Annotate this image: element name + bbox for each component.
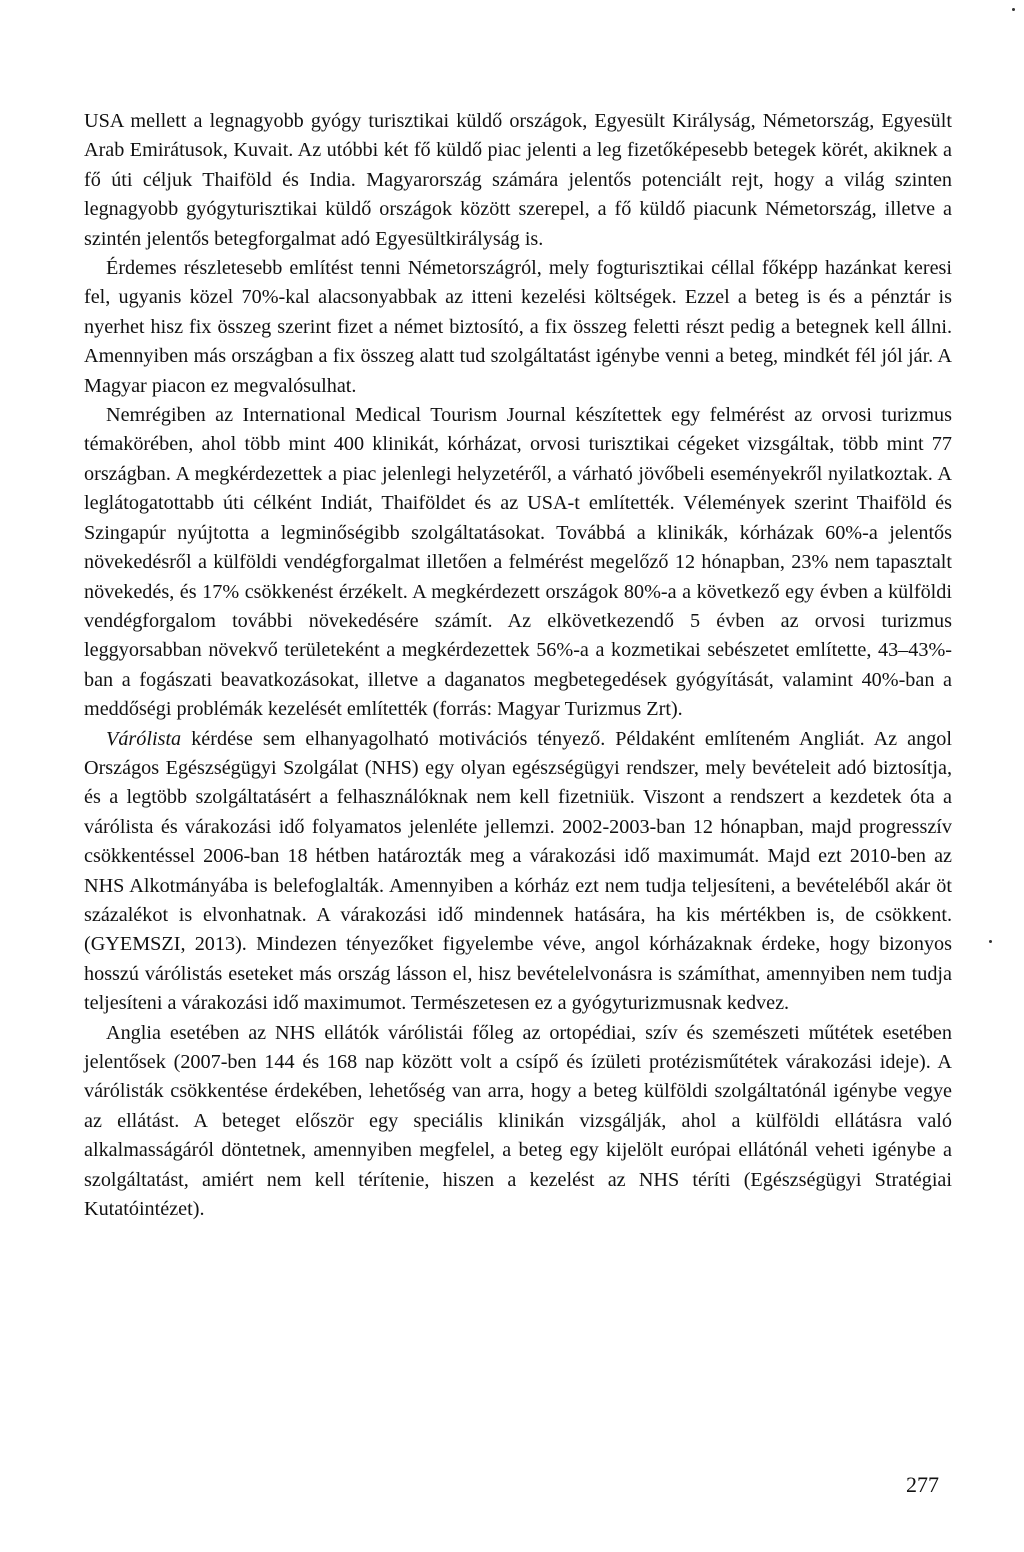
paragraph-1 — [84, 107, 952, 254]
scan-speck — [1012, 8, 1015, 11]
page-number: 277 — [906, 1472, 939, 1497]
scan-speck — [989, 940, 992, 943]
paragraph-2-text: Érdemes részletesebb említést tenni Németországról, mely fogturisztikai céllal főképp hazánkat keresi fel, ugyanis közel 70%-kal alacsonyabbak az itteni kezelési költségek. Ezzel a beteg is és a pénztár is nyerhet hisz fix összeg szerint fizet a német biztosító, a fix összeg feletti részt pedig a betegnek kell állni. Amennyiben más országban a fix összeg alatt tud szolgáltatást igénybe venni a beteg, mindkét fél jól jár. A Magyar piacon ez megvalósulhat. — [84, 257, 952, 397]
paragraph-5 — [84, 1019, 952, 1225]
paragraph-1-text: USA mellett a legnagyobb gyógy turisztikai küldő országok, Egyesült Királyság, Németország, Egyesült Arab Emirátusok, Kuvait. Az utóbbi két fő küldő piac jelenti a leg fizetőképesebb betegek körét, akiknek a fő úti céljuk Thaiföld és India. Magyarország számára jelentős potenciált rejt, hogy a világ szinten legnagyobb gyógyturisztikai küldő országok között szerepel, a fő küldő piacunk Németország, illetve a szintén jelentős betegforgalmat adó Egyesültkirályság is. — [84, 110, 952, 250]
page-body — [84, 107, 952, 1224]
paragraph-3-text: Nemrégiben az International Medical Tourism Journal készítettek egy felmérést az orvosi turizmus témakörében, ahol több mint 400 klinikát, kórházat, orvosi turisztikai cégeket vizsgáltak, több mint 77 országban. A megkérdezettek a piac jelenlegi helyzetéről, a várható jövőbeli eseményekről nyilatkoztak. A leglátogatottabb úti célként Indiát, Thaiföldet és az USA-t említették. Vélemények szerint Thaiföld és Szingapúr nyújtotta a legminőségibb szolgáltatásokat. Továbbá a klinikák, kórházak 60%-a jelentős növekedésről a külföldi vendégforgalmat illetően a felmérést megelőző 12 hónapban, 23% nem tapasztalt növekedés, és 17% csökkenést érzékelt. A megkérdezett országok 80%-a a következő egy évben a külföldi vendégforgalom további növekedésére számít. Az elkövetkezendő 5 évben az orvosi turizmus leggyorsabban növekvő területeként a megkérdezettek 56%-a a kozmetikai sebészetet említette, 43–43%-ban a fogászati beavatkozásokat, illetve a daganatos megbetegedések gyógyítását, valamint 40%-ban a meddőségi problémák kezelését említették (forrás: Magyar Turizmus Zrt). — [84, 404, 952, 721]
paragraph-5-text: Anglia esetében az NHS ellátók várólistái főleg az ortopédiai, szív és szemészeti műtétek esetében jelentősek (2007-ben 144 és 168 nap között volt a csípő és ízületi protézisműtétek várakozási ideje). A várólisták csökkentése érdekében, lehetőség van arra, hogy a beteg külföldi szolgáltatónál igénybe vegye az ellátást. A beteget először egy speciális klinikán vizsgálják, ahol a külföldi ellátásra való alkalmasságáról döntetnek, amennyiben megfelel, a beteg egy kijelölt európai ellátónál veheti igénybe a szolgáltatást, amiért nem kell térítenie, hiszen a kezelést az NHS téríti (Egészségügyi Stratégiai Kutatóintézet). — [84, 1021, 952, 1221]
paragraph-2 — [84, 254, 952, 401]
waitlist-lead-in: Várólista — [106, 727, 182, 750]
paragraph-3 — [84, 401, 952, 724]
paragraph-4-text: kérdése sem elhanyagolható motivációs tényező. Példaként említeném Angliát. Az angol Országos Egészségügyi Szolgálat (NHS) egy olyan egészségügyi rendszer, mely bevételeit adó biztosítja, és a legtöbb szolgáltatásért a felhasználóknak nem kell fizetniük. Viszont a rendszert a kezdetek óta a várólista és várakozási idő folyamatos jelenléte jellemzi. 2002-2003-ban 12 hónapban, majd progresszív csökkentéssel 2006-ban 18 hétben határozták meg a várakozási idő maximumát. Majd ezt 2010-ben az NHS Alkotmányába is belefoglalták. Amennyiben a kórház ezt nem tudja teljesíteni, a bevételéből akár öt százalékot is elvonhatnak. A várakozási idő mindennek hatására, ha kis mértékben is, de csökkent. (GYEMSZI, 2013). Mindezen tényezőket figyelembe véve, angol kórházaknak érdeke, hogy bizonyos hosszú várólistás eseteket más ország lásson el, hisz bevételelvonásra is számíthat, amennyiben nem tudja teljesíteni a várakozási idő maximumot. Természetesen ez a gyógyturizmusnak kedvez. — [84, 727, 952, 1015]
paragraph-4 — [84, 725, 952, 1019]
